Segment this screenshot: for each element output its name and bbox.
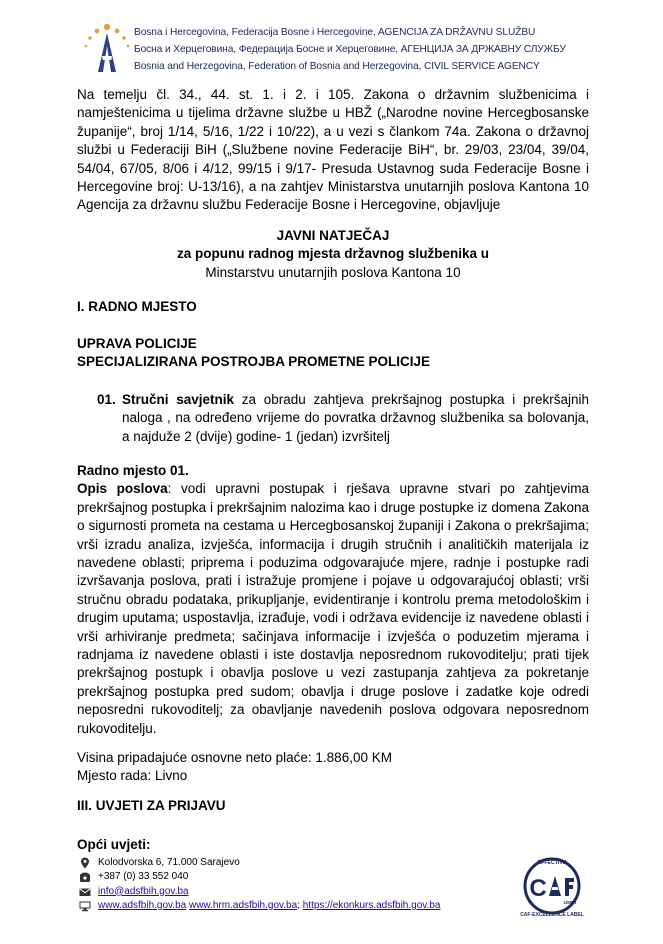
notice-title-line3: Minstarstvu unutarnjih poslova Kantona 10 xyxy=(205,264,461,280)
notice-title xyxy=(77,227,589,282)
intro-paragraph: Na temelju čl. 34., 44. st. 1. i 2. i 105. Zakona o državnim službenicima i namještenicima u tijelima državne službe u HBŽ („Narodne novine Hercegbosanske županije“, broj 1/14, 5/16, 1/22 i 10/22), a u vezi s člankom 74a. Zakona o državnoj službi u Federaciji BiH („Službene novine Federacije BiH“, br. 29/03, 23/04, 39/04, 54/04, 67/05, 8/06 i 4/12, 99/15 i 9/17- Presuda Ustavnog suda Federacije Bosne i Hercegovine broj: U-13/16), a na zahtjev Ministarstva unutarnjih poslova Kantona 10 Agencija za državnu službu Federacije Bosne i Hercegovine, objavljuje xyxy=(77,87,589,213)
salary-block xyxy=(77,749,589,786)
notice-title-line1: JAVNI NATJEČAJ xyxy=(276,228,390,243)
general-conditions-heading: Opći uvjeti: xyxy=(77,837,151,852)
footer-phone: +387 (0) 33 552 040 xyxy=(98,871,189,883)
footer-web-link-1[interactable]: www.adsfbih.gov.ba xyxy=(98,899,187,911)
header-line-bosnian: Bosna i Hercegovina, Federacija Bosne i Hercegovine, AGENCIJA ZA DRŽAVNU SLUŽBU xyxy=(134,27,536,38)
footer-web-link-2[interactable]: www.hrm.adsfbih.gov.ba xyxy=(188,899,298,911)
footer-web-link-3[interactable]: https://ekonkurs.adsfbih.gov.ba xyxy=(302,899,441,911)
monitor-icon xyxy=(79,900,91,912)
location-pin-icon xyxy=(79,857,91,869)
header-line-serbian: Босна и Херцеговина, Федерација Босне и Херцеговине, АГЕНЦИЈА ЗА ДРЖАВНУ СЛУЖБУ xyxy=(134,44,566,55)
phone-icon xyxy=(79,871,91,883)
email-icon xyxy=(79,886,91,898)
caf-bottom-text: CAF-EXCELLENCE LABEL xyxy=(520,912,584,918)
salary-text: Visina pripadajuće osnovne neto plaće: 1.886,00 KM xyxy=(77,750,392,765)
job-heading: Radno mjesto 01. xyxy=(77,463,189,478)
footer-web-separator: ; xyxy=(297,899,300,911)
department-line1: UPRAVA POLICIJE xyxy=(77,336,197,351)
section-heading-3: III. UVJETI ZA PRIJAVU xyxy=(77,798,226,813)
department-heading xyxy=(77,335,589,372)
footer-address: Kolodvorska 6, 71.000 Sarajevo xyxy=(98,857,240,868)
footer-web-links xyxy=(98,899,440,913)
position-details: za obradu zahtjeva prekršajnog postupka i prekršajnih naloga , na određeno vrijeme do povratka državnog službenika sa bolovanja, a najduže 2 (dvije) godine- 1 (jedan) izvršitelj xyxy=(122,392,589,444)
footer-phone-row xyxy=(79,870,479,884)
caf-user-text: USER xyxy=(563,900,577,905)
svg-text:C: C xyxy=(529,875,547,902)
position-item-01 xyxy=(97,391,589,446)
job-description-text: : vodi upravni postupak i rješava upravne stvari po zahtjevima prekršajnog postupka i prekršajnim nalozima kao i druge postupke iz domena Zakona o sigurnosti prometa na cestama u Hercegbosanskoj županiji i Zakona o prekršajima; vrši izradu analiza, izvješća, informacija i drugih stručnih i analitičkih materijala iz navedene oblasti; priprema i poduzima odgovarajuće mjere, radnje i postupke radi izvršavanja poslova, prati i istražuje promjene i pojave u odgovarajućoj oblasti; vrši stručnu obradu podataka, prikupljanje, evidentiranje i kontrolu prema metodološkim i drugim uputama; uspostavlja, izrađuje, vodi i održava evidencije iz navedene oblasti i vrši arhiviranje predmeta; sačinjava informacije i izvješća o poduzetim mjerama i radnjama iz navedene oblasti i iste dostavlja neposrednom rukovoditelju; prati tijek prekršajnog postupk i obavlja poslove u vezi zastupanja zahtjeva za pokretanje prekršajnog postupka pred sudom; obavlja i druge poslove i zadatke koje odredi neposredni rukovoditelj; za obavljanje navedenih poslova odgovara neposrednom rukovoditelju. xyxy=(77,481,589,736)
position-description xyxy=(97,391,589,446)
job-description-block xyxy=(77,462,589,738)
agency-logo-icon xyxy=(82,16,132,78)
department-line2: SPECIJALIZIRANA POSTROJBA PROMETNE POLICIJE xyxy=(77,354,431,370)
footer-email-link[interactable]: info@adsfbih.gov.ba xyxy=(98,885,189,897)
position-number: 01. xyxy=(97,392,116,407)
caf-top-text: EFFECTIVE xyxy=(537,860,567,866)
position-title: Stručni savjetnik xyxy=(122,392,235,407)
job-description-label: Opis poslova xyxy=(77,481,168,497)
header-line-english: Bosnia and Herzegovina, Federation of Bosnia and Herzegovina, CIVIL SERVICE AGENCY xyxy=(134,61,540,72)
caf-label-logo xyxy=(509,856,595,918)
notice-title-line2: za popunu radnog mjesta državnog službenika u xyxy=(176,246,490,262)
footer-contacts xyxy=(79,856,479,913)
footer-web-row xyxy=(79,899,479,913)
footer-email-row xyxy=(79,885,479,899)
job-description xyxy=(77,480,589,738)
footer-address-row xyxy=(79,856,479,870)
section-heading-1: I. RADNO MJESTO xyxy=(77,299,197,314)
location-text: Mjesto rada: Livno xyxy=(77,768,188,784)
